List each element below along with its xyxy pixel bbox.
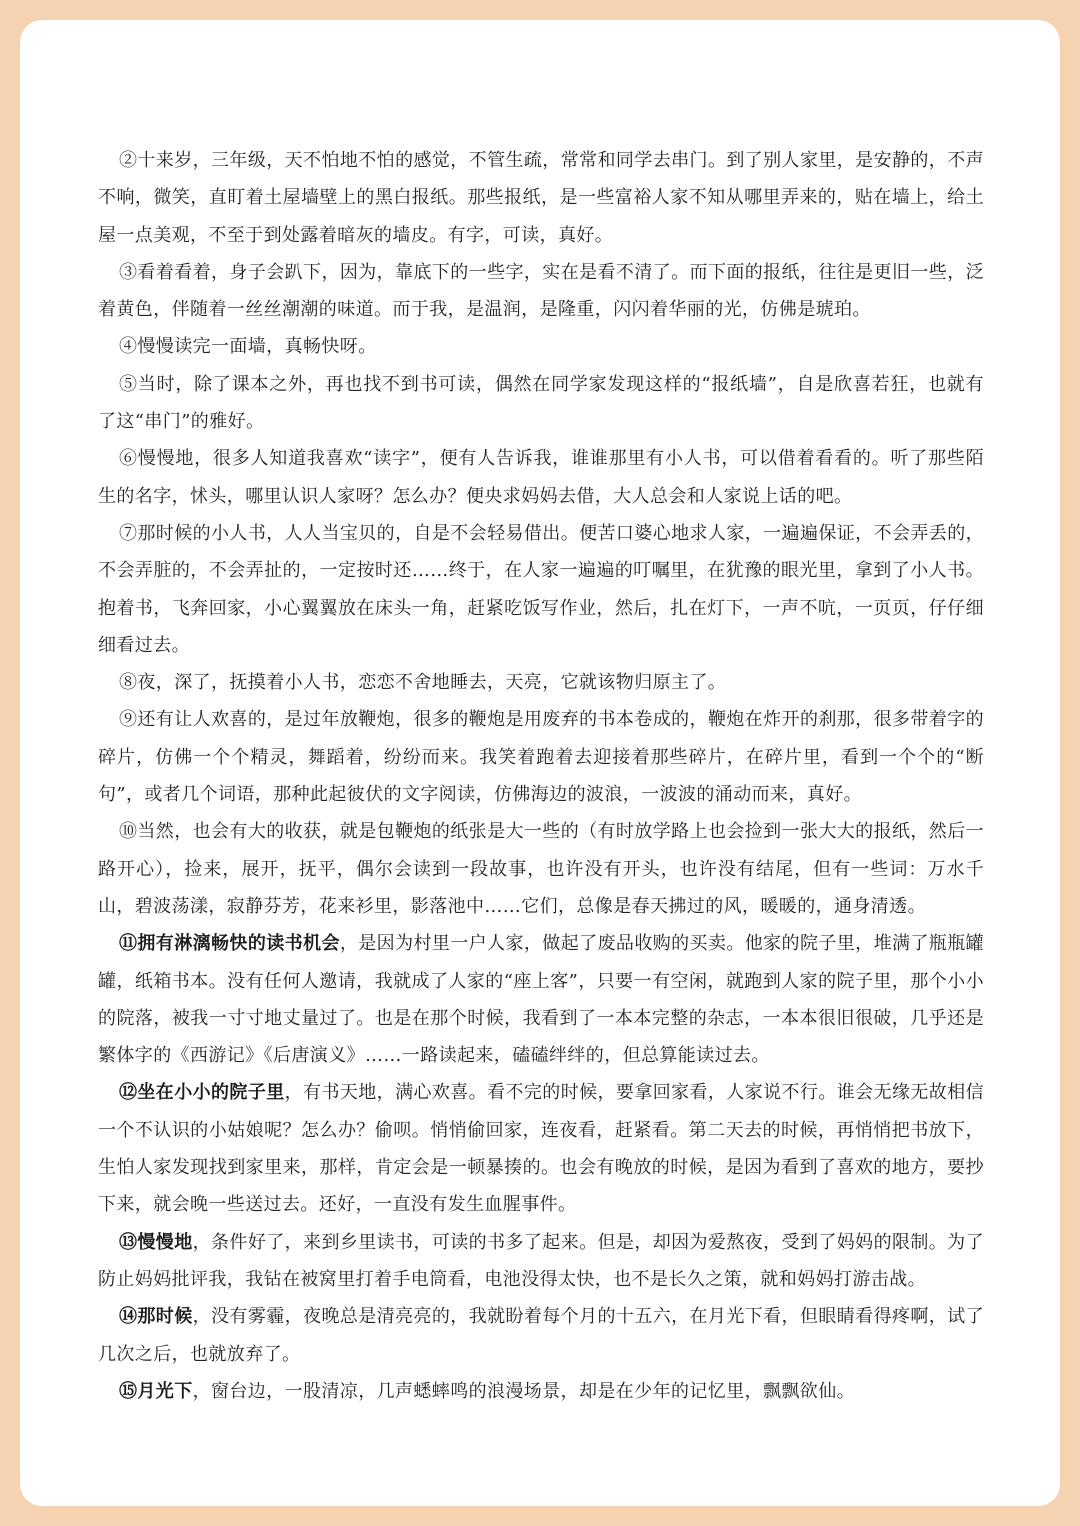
paragraph-lead: ⑪拥有淋漓畅快的读书机会	[119, 933, 340, 955]
paragraph-4	[98, 328, 984, 365]
paragraph-text: ⑧夜，深了，抚摸着小人书，恋恋不舍地睡去，天亮，它就该物归原主了。	[119, 672, 727, 694]
paragraph-lead: ⑭那时候	[119, 1306, 193, 1328]
document-page	[20, 20, 1060, 1506]
paragraph-8	[98, 664, 984, 701]
paragraph-7	[98, 515, 984, 664]
paragraph-11	[98, 925, 984, 1074]
paragraph-text: ，条件好了，来到乡里读书，可读的书多了起来。但是，却因为爱熬夜，受到了妈妈的限制。为了防止妈妈批评我，我钻在被窝里打着手电筒看，电池没得太快，也不是长久之策，就和妈妈打游击战。	[98, 1231, 984, 1290]
paragraph-text: ⑤当时，除了课本之外，再也找不到书可读，偶然在同学家发现这样的“报纸墙”，自是欣喜若狂，也就有了这“串门”的雅好。	[98, 373, 984, 433]
paragraph-6	[98, 440, 984, 515]
paragraph-text: ，有书天地，满心欢喜。看不完的时候，要拿回家看，人家说不行。谁会无缘无故相信一个不认识的小姑娘呢？怎么办？偷呗。悄悄偷回家，连夜看，赶紧看。第二天去的时候，再悄悄把书放下，生怕人家发现找到家里来，那样，肯定会是一顿暴揍的。也会有晚放的时候，是因为看到了喜欢的地方，要抄下来，就会晚一些送过去。还好，一直没有发生血腥事件。	[98, 1082, 984, 1216]
paragraph-text: ⑨还有让人欢喜的，是过年放鞭炮，很多的鞭炮是用废弃的书本卷成的，鞭炮在炸开的刹那，很多带着字的碎片，仿佛一个个精灵，舞蹈着，纷纷而来。我笑着跑着去迎接着那些碎片，在碎片里，看到一个个的“断句”，或者几个词语，那种此起彼伏的文字阅读，仿佛海边的波浪，一波波的涌动而来，真好。	[98, 709, 984, 806]
paragraph-text: ，是因为村里一户人家，做起了废品收购的买卖。他家的院子里，堆满了瓶瓶罐罐，纸箱书本。没有任何人邀请，我就成了人家的“座上客”，只要一有空闲，就跑到人家的院子里，那个小小的院落，被我一寸寸地丈量过了。也是在那个时候，我看到了一本本完整的杂志，一本本很旧很破，几乎还是繁体字的《西游记》《后唐演义》……一路读起来，磕磕绊绊的，但总算能读过去。	[98, 933, 984, 1067]
paragraph-14	[98, 1298, 984, 1373]
paragraph-lead: ⑫坐在小小的院子里	[119, 1082, 285, 1104]
paragraph-12	[98, 1074, 984, 1223]
paragraph-text: ，没有雾霾，夜晚总是清亮亮的，我就盼着每个月的十五六，在月光下看，但眼睛看得疼啊，试了几次之后，也就放弃了。	[98, 1306, 984, 1365]
paragraph-9	[98, 701, 984, 813]
paragraph-text: ③看着看着，身子会趴下，因为，靠底下的一些字，实在是看不清了。而下面的报纸，往往是更旧一些，泛着黄色，伴随着一丝丝潮潮的味道。而于我，是温润，是隆重，闪闪着华丽的光，仿佛是琥珀。	[98, 261, 984, 321]
paragraph-text: ⑦那时候的小人书，人人当宝贝的，自是不会轻易借出。便苦口婆心地求人家，一遍遍保证，不会弄丢的，不会弄脏的，不会弄扯的，一定按时还……终于，在人家一遍遍的叮嘱里，在犹豫的眼光里，拿到了小人书。抱着书，飞奔回家，小心翼翼放在床头一角，赶紧吃饭写作业，然后，扎在灯下，一声不吭，一页页，仔仔细细看过去。	[98, 522, 984, 656]
paragraph-lead: ⑮月光下	[119, 1380, 193, 1402]
paragraph-2	[98, 142, 984, 254]
paragraph-text: ④慢慢读完一面墙，真畅快呀。	[119, 336, 377, 358]
paragraph-13	[98, 1224, 984, 1299]
paragraph-10	[98, 813, 984, 925]
paragraph-lead: ⑬慢慢地	[119, 1231, 193, 1253]
paragraph-text: ⑥慢慢地，很多人知道我喜欢“读字”，便有人告诉我，谁谁那里有小人书，可以借着看看的。听了那些陌生的名字，怵头，哪里认识人家呀？怎么办？便央求妈妈去借，大人总会和人家说上话的吧。	[98, 448, 984, 507]
paragraph-15	[98, 1373, 984, 1410]
paragraph-5	[98, 366, 984, 441]
paragraph-text: ，窗台边，一股清凉，几声蟋蟀鸣的浪漫场景，却是在少年的记忆里，飘飘欲仙。	[192, 1380, 856, 1402]
paragraph-text: ②十来岁，三年级，天不怕地不怕的感觉，不管生疏，常常和同学去串门。到了别人家里，是安静的，不声不响，微笑，直盯着土屋墙壁上的黑白报纸。那些报纸，是一些富裕人家不知从哪里弄来的，贴在墙上，给土屋一点美观，不至于到处露着暗灰的墙皮。有字，可读，真好。	[98, 150, 984, 246]
paragraph-text: ⑩当然，也会有大的收获，就是包鞭炮的纸张是大一些的（有时放学路上也会捡到一张大大的报纸，然后一路开心），捡来，展开，抚平，偶尔会读到一段故事，也许没有开头，也许没有结尾，但有一些词：万水千山，碧波荡漾，寂静芬芳，花来衫里，影落池中……它们，总像是春天拂过的风，暖暖的，通身清透。	[98, 821, 984, 917]
paragraph-3	[98, 254, 984, 329]
